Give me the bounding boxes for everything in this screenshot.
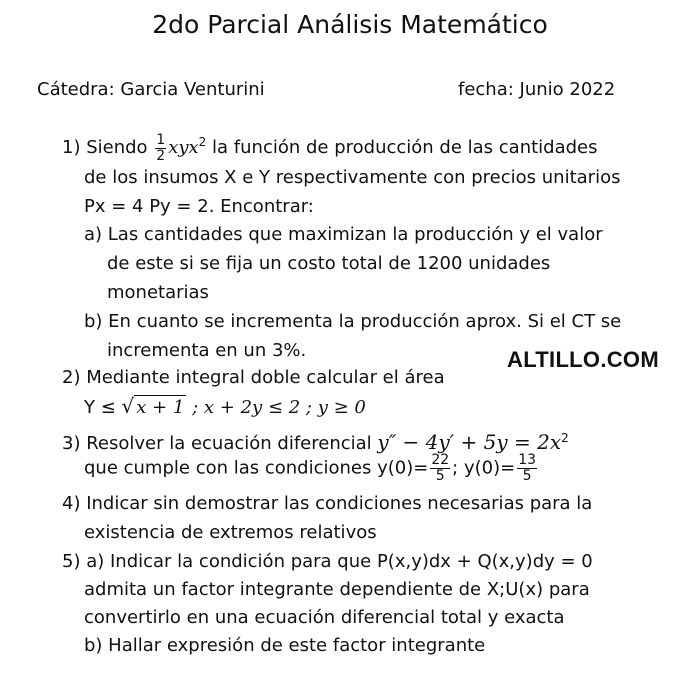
q3-exponent: 2	[561, 431, 569, 445]
q1-fraction	[155, 133, 166, 164]
q5-line-2: admita un factor integrante dependiente de X;U(x) para	[84, 579, 590, 600]
watermark: ALTILLO.COM	[507, 347, 659, 372]
q4-line-1: 4) Indicar sin demostrar las condiciones necesarias para la	[62, 493, 593, 514]
q3-line-2	[84, 453, 539, 484]
sqrt-sign-icon: √	[121, 394, 135, 418]
q3-fraction-1-num: 22	[431, 452, 450, 468]
q5-line-3: convertirlo en una ecuación diferencial total y exacta	[84, 607, 565, 628]
q1-line-2: de los insumos X e Y respectivamente con precios unitarios	[84, 167, 621, 188]
q2-y-leq: Y ≤	[84, 397, 122, 418]
q3-fraction-1	[430, 453, 450, 484]
catedra-label: Cátedra: Garcia Venturini	[37, 79, 265, 100]
q3-fraction-2	[517, 453, 537, 484]
q5-line-1: 5) a) Indicar la condición para que P(x,y)dx + Q(x,y)dy = 0	[62, 551, 593, 572]
document-title: 2do Parcial Análisis Matemático	[152, 10, 548, 39]
q3-condition-prefix: que cumple con las condiciones y(0)=	[84, 457, 429, 479]
q1-expression: xyx	[168, 137, 199, 158]
q1-line-1	[62, 130, 598, 164]
q3-fraction-2-num: 13	[518, 452, 537, 468]
q3-fraction-2-den: 5	[522, 468, 532, 484]
q1-a-line-3: monetarias	[107, 282, 209, 303]
q2-sqrt	[122, 395, 187, 420]
q5-line-4: b) Hallar expresión de este factor integrante	[84, 635, 486, 656]
q3-fraction-1-den: 5	[435, 468, 445, 484]
q1-fraction-num: 1	[156, 131, 166, 148]
q1-b-line-1: b) En cuanto se incrementa la producción aprox. Si el CT se	[84, 311, 622, 332]
q3-condition-mid: ; y(0)=	[452, 457, 516, 479]
q1-a-line-1: a) Las cantidades que maximizan la producción y el valor	[84, 224, 603, 245]
q3-prefix: 3) Resolver la ecuación diferencial	[62, 433, 378, 454]
q4-line-2: existencia de extremos relativos	[84, 522, 377, 543]
q1-exponent: 2	[198, 135, 207, 149]
q1-fraction-den: 2	[156, 147, 166, 164]
date-label: fecha: Junio 2022	[458, 79, 616, 100]
q3-equation: y″ − 4y′ + 5y = 2x	[377, 430, 562, 454]
q1-b-line-2: incrementa en un 3%.	[107, 340, 307, 361]
q2-line-1: 2) Mediante integral doble calcular el área	[62, 367, 445, 388]
q2-sqrt-expression: x + 1	[136, 397, 185, 418]
q1-prefix: 1) Siendo	[62, 137, 154, 158]
q2-line-2	[84, 395, 366, 420]
q1-line-3: Px = 4 Py = 2. Encontrar:	[84, 196, 314, 217]
q1-a-line-2: de este si se fija un costo total de 1200 unidades	[107, 253, 551, 274]
q2-constraints: ; x + 2y ≤ 2 ; y ≥ 0	[186, 397, 366, 418]
q1-suffix: la función de producción de las cantidades	[206, 137, 598, 158]
q3-line-1	[62, 426, 569, 456]
